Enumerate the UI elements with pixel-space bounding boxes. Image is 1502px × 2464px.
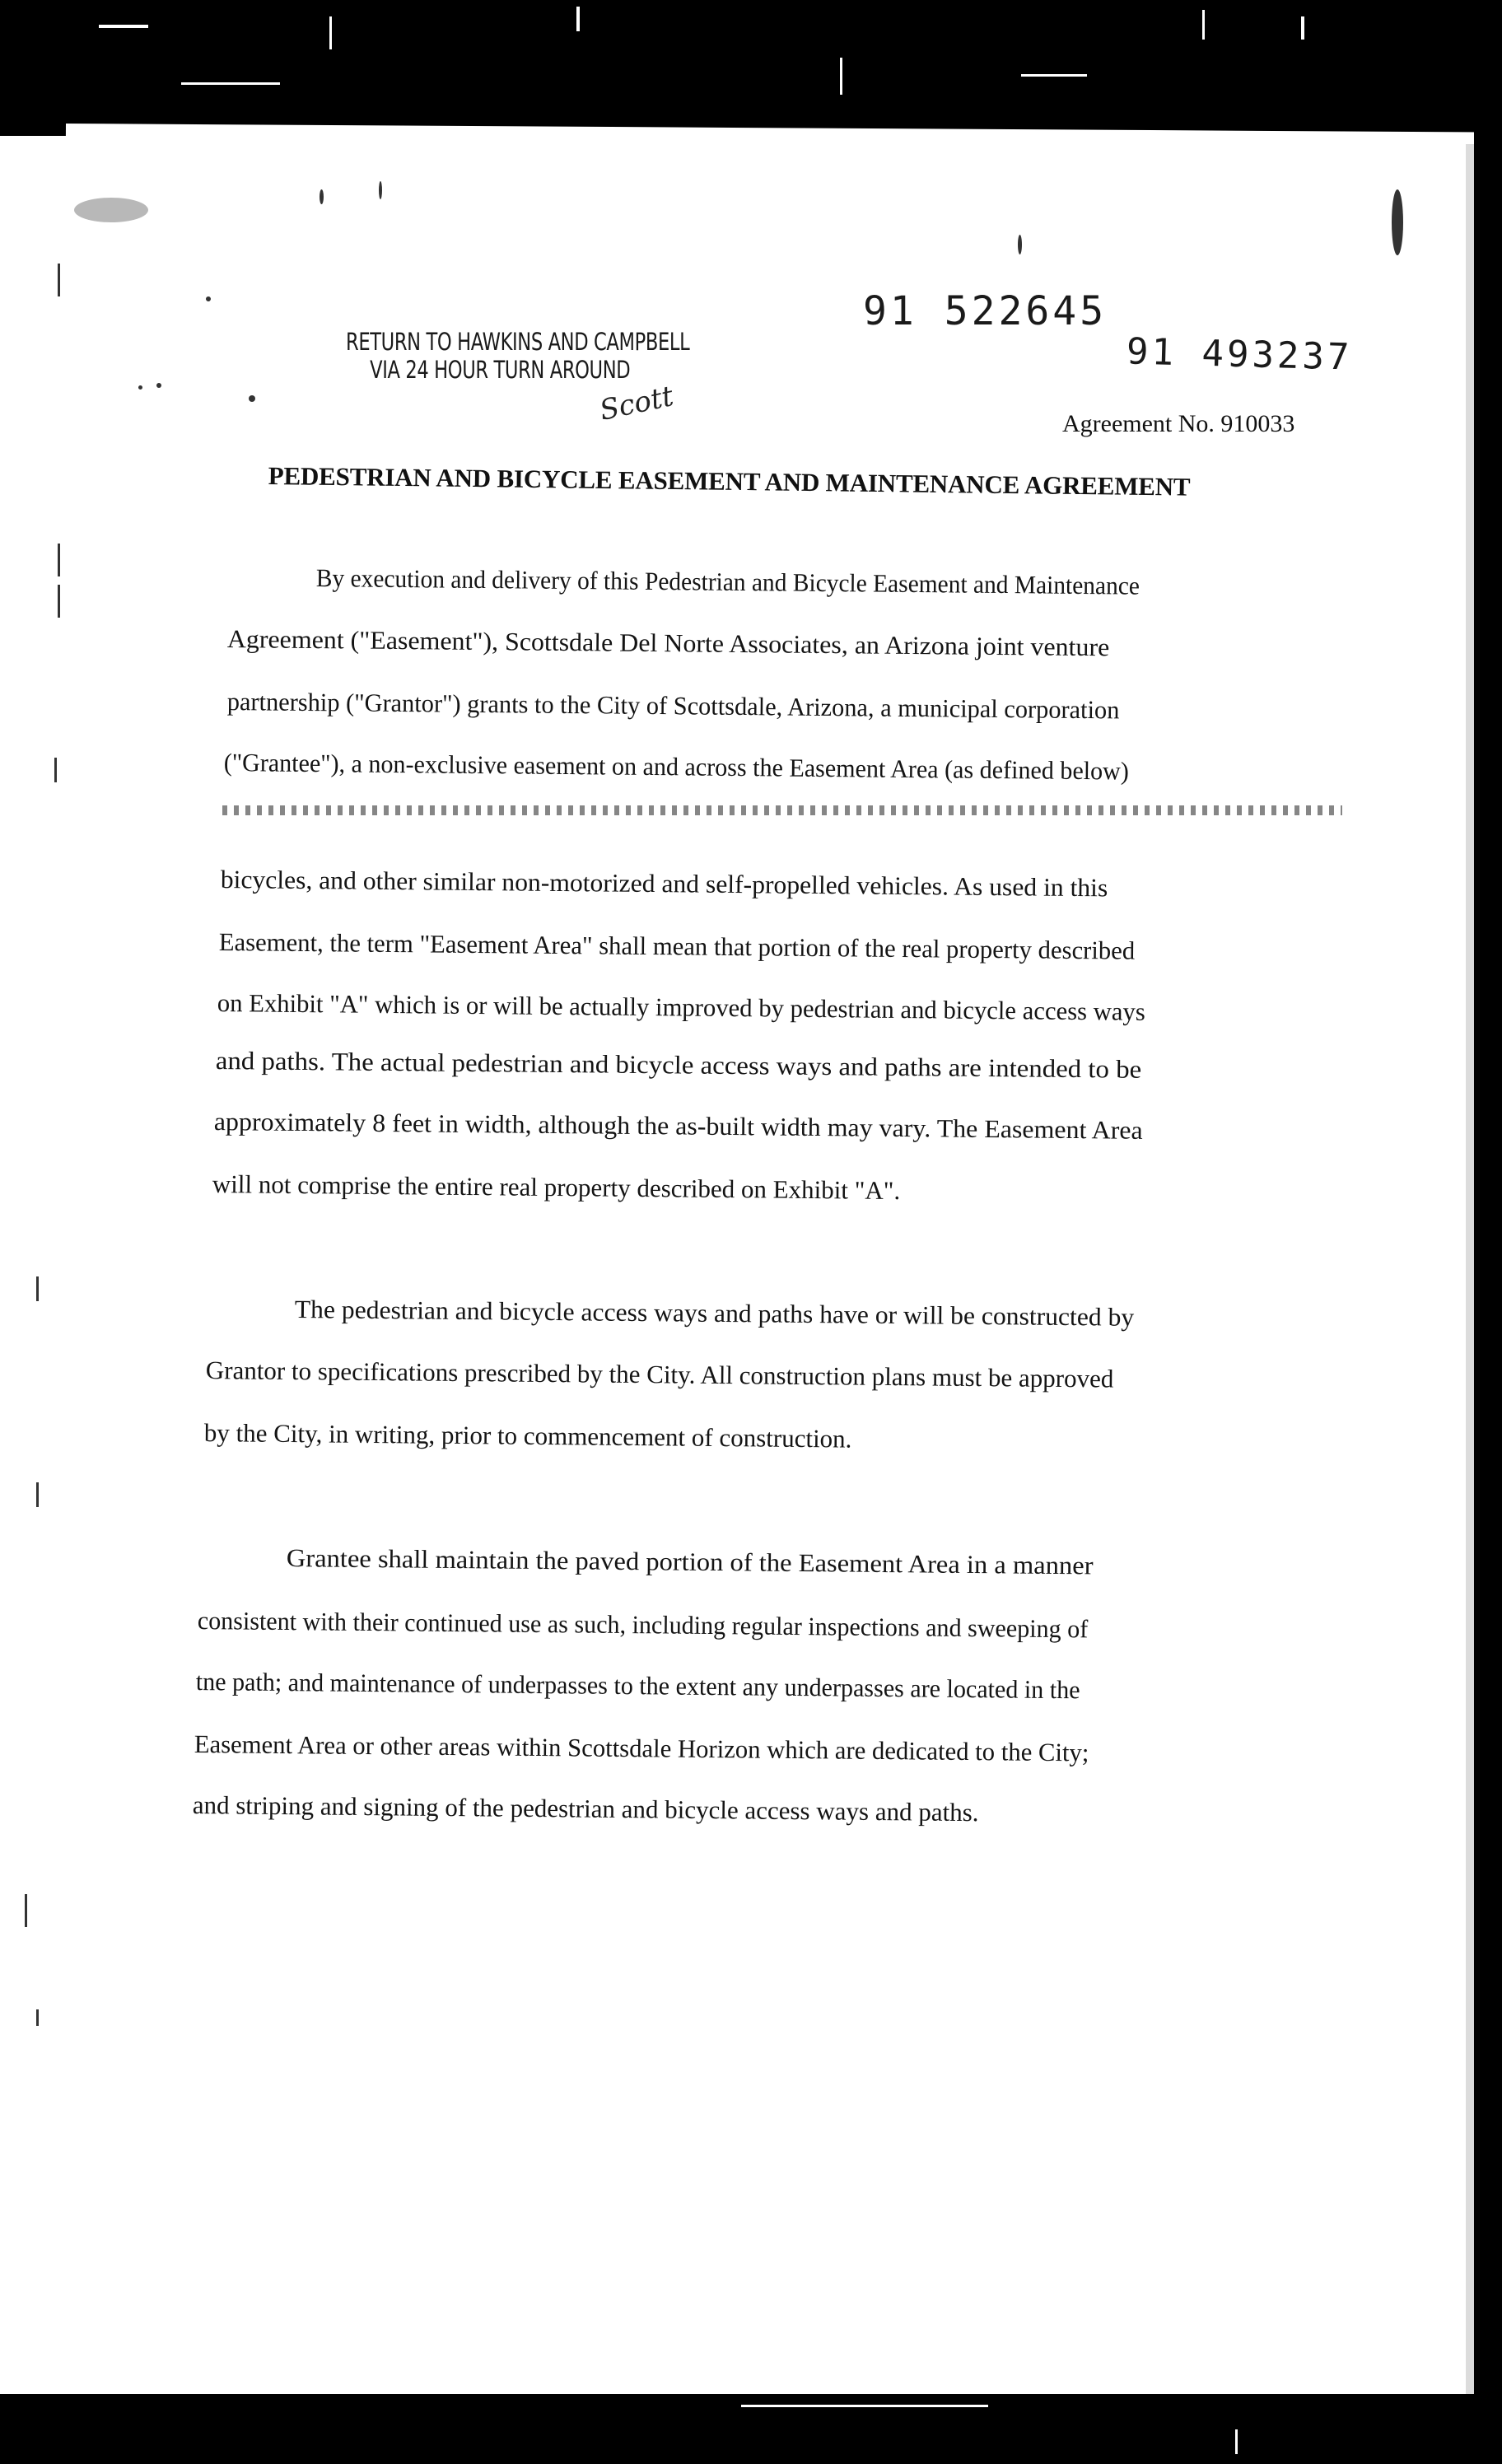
paragraph-3-line: Grantee shall maintain the paved portion of the Easement Area in a manner [286,1543,1094,1580]
return-address-stamp [346,328,690,384]
scan-noise [379,181,382,199]
agreement-number: Agreement No. 910033 [1062,410,1295,437]
paragraph-1-line: partnership ("Grantor") grants to the City of Scottsdale, Arizona, a municipal corporation [226,687,1120,725]
scan-right-border [1474,132,1502,2464]
paragraph-3-line: tne path; and maintenance of underpasses to the extent any underpasses are located in the [195,1667,1080,1705]
left-edge-mark [36,1276,39,1301]
scan-noise [74,198,148,222]
paragraph-3-line: Easement Area or other areas within Scottsdale Horizon which are dedicated to the City; [194,1729,1089,1767]
paragraph-1-cont-line: and paths. The actual pedestrian and bicycle access ways and paths are intended to be [215,1046,1142,1084]
paragraph-2-line: Grantor to specifications prescribed by the City. All construction plans must be approved [205,1356,1114,1393]
paragraph-1-cont-line: will not comprise the entire real property described on Exhibit "A". [212,1169,901,1206]
scan-top-border [0,0,1502,136]
scan-speck [1202,10,1205,40]
scan-noise [1392,189,1403,255]
left-edge-mark [36,1482,39,1507]
scan-speck [1235,2429,1238,2454]
recording-number-1: 91 522645 [863,288,1108,334]
scan-speck [16,2388,181,2391]
paragraph-3-line: consistent with their continued use as such, including regular inspections and sweeping of [197,1606,1089,1644]
paragraph-3-line: and striping and signing of the pedestrian and bicycle access ways and paths. [192,1790,979,1827]
left-edge-mark [36,2009,39,2026]
paragraph-1-cont-line: Easement, the term "Easement Area" shall mean that portion of the real property described [218,927,1136,965]
scan-fold-artifact [222,805,1342,815]
paragraph-1-cont-line: approximately 8 feet in width, although the as-built width may vary. The Easement Area [213,1107,1143,1145]
scan-speck [1021,74,1087,77]
scan-noise [206,296,211,301]
scan-speck [576,7,580,31]
left-edge-mark [58,544,60,576]
paragraph-1-line: Agreement ("Easement"), Scottsdale Del Norte Associates, an Arizona joint venture [226,624,1110,662]
scan-speck [1301,16,1304,40]
left-edge-mark [58,264,60,296]
paragraph-1-line: By execution and delivery of this Pedestrian and Bicycle Easement and Maintenance [315,563,1140,600]
paragraph-2-line: The pedestrian and bicycle access ways and paths have or will be constructed by [294,1295,1135,1332]
scan-noise [249,395,255,402]
recording-number-2: 91 493237 [1126,330,1354,379]
paragraph-1-line: ("Grantee"), a non-exclusive easement on and across the Easement Area (as defined below) [223,748,1130,786]
scan-noise [1018,235,1022,254]
paragraph-2-line: by the City, in writing, prior to commencement of construction. [203,1418,852,1454]
scan-noise [156,383,161,388]
scan-speck [329,16,332,49]
scan-speck [741,2405,988,2407]
left-edge-mark [58,585,60,618]
scan-noise [138,385,142,390]
scan-noise [320,189,324,204]
left-edge-mark [25,1894,27,1927]
return-line-2: VIA 24 HOUR TURN AROUND [370,356,631,384]
return-line-1: RETURN TO HAWKINS AND CAMPBELL [346,328,690,356]
scan-speck [99,25,148,28]
scan-right-shadow [1466,144,1474,2442]
scan-speck [840,58,842,95]
scan-speck [181,82,280,85]
paragraph-1-cont-line: on Exhibit "A" which is or will be actually improved by pedestrian and bicycle access ways [217,988,1145,1026]
left-edge-mark [54,758,57,782]
handwritten-note: Scott [596,380,677,427]
document-title: PEDESTRIAN AND BICYCLE EASEMENT AND MAINTENANCE AGREEMENT [268,461,1191,502]
paragraph-1-cont-line: bicycles, and other similar non-motorized and self-propelled vehicles. As used in this [220,865,1108,903]
